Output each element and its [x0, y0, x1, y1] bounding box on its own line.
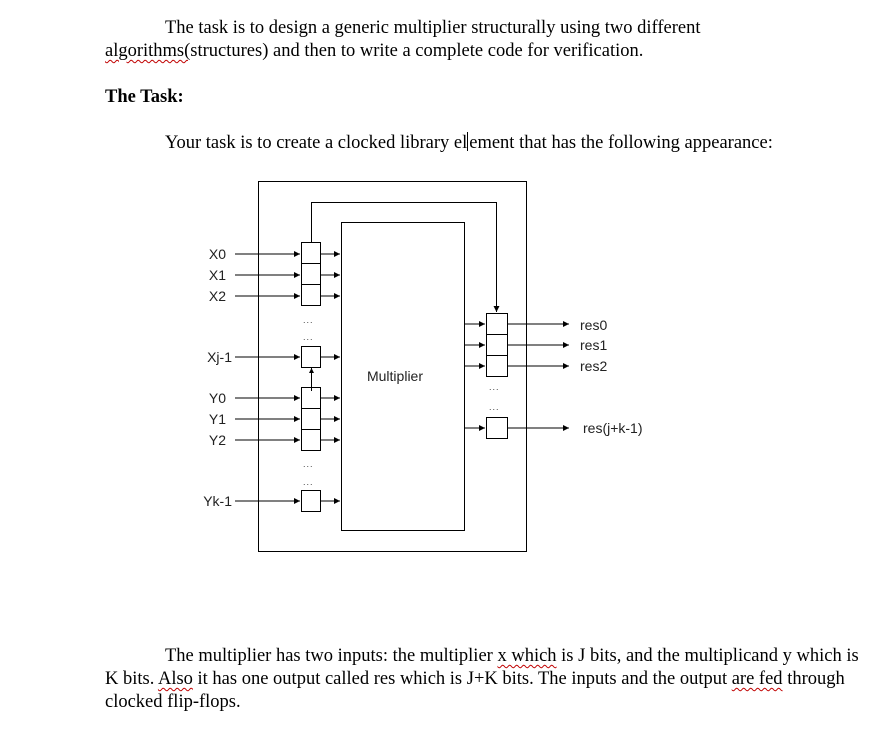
- ellipsis: ...: [489, 382, 500, 392]
- flip-flop: [302, 491, 321, 512]
- output-label-res0: res0: [580, 317, 608, 333]
- input-label-y1: Y1: [208, 411, 226, 427]
- spelling-mark: Also: [157, 669, 193, 689]
- flip-flop: [487, 314, 508, 335]
- output-label-res2: res2: [580, 358, 608, 374]
- flip-flop: [302, 409, 321, 430]
- ellipsis: ...: [303, 315, 314, 325]
- input-label-x0: X0: [208, 246, 226, 262]
- spelling-mark: x which: [497, 646, 557, 666]
- flip-flop: [302, 347, 321, 368]
- spelling-mark: are fed: [731, 669, 783, 689]
- flip-flop: [487, 356, 508, 377]
- closing-paragraph: The multiplier has two inputs: the multiplier x which is J bits, and the multiplicand y which is K bits. Also it has one output called res which is J+K bits. The inputs and the output are fed through clocked flip-flops.: [105, 646, 859, 712]
- flip-flop: [487, 335, 508, 356]
- flip-flop: [302, 430, 321, 451]
- input-label-x2: X2: [208, 288, 226, 304]
- spelling-mark: algorithms(: [105, 41, 191, 61]
- input-label-yk: Yk-1: [203, 493, 232, 509]
- flip-flop: [302, 285, 321, 306]
- ellipsis: ...: [489, 402, 500, 412]
- flip-flop: [302, 243, 321, 264]
- ellipsis: ...: [303, 332, 314, 342]
- input-label-x1: X1: [208, 267, 226, 283]
- multiplier-label: Multiplier: [366, 368, 424, 384]
- input-label-y0: Y0: [208, 390, 226, 406]
- section-heading: The Task:: [105, 87, 184, 107]
- output-label-last: res(j+k-1): [583, 420, 643, 436]
- flip-flop: [487, 418, 508, 439]
- ellipsis: ...: [303, 477, 314, 487]
- intro-paragraph: The task is to design a generic multiplier structurally using two different algorithms(structures) and then to write a complete code for verification.: [105, 18, 701, 61]
- input-label-xj: Xj-1: [207, 349, 232, 365]
- output-label-res1: res1: [580, 337, 608, 353]
- flip-flop: [302, 264, 321, 285]
- task-sentence: Your task is to create a clocked library el ement that has the following appearance:: [165, 133, 773, 153]
- ellipsis: ...: [303, 459, 314, 469]
- input-label-y2: Y2: [208, 432, 226, 448]
